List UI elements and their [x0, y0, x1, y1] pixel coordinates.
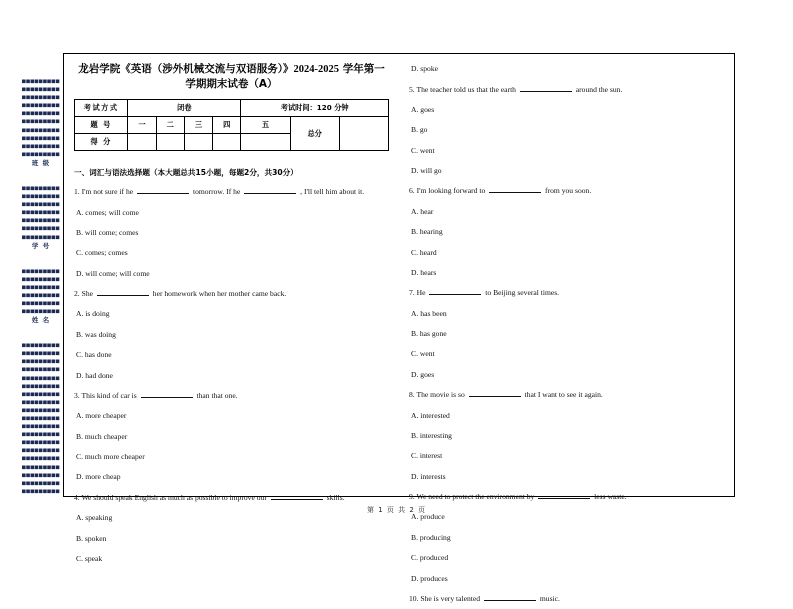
stem-text: 7. He [409, 288, 428, 298]
question-stem [74, 182, 389, 202]
stem-text: 3. This kind of car is [74, 390, 139, 400]
seal-dash-row: ■■■■■■■■■ [22, 225, 60, 233]
question-stem [74, 284, 389, 304]
exam-mode-label: 考试方式 [75, 100, 128, 117]
score-header-table [74, 99, 389, 151]
page-footer: 第 1 页 共 2 页 [366, 506, 427, 514]
question-option: C. has done [76, 350, 112, 360]
seal-dash-row: ■■■■■■■■■ [22, 455, 60, 463]
exam-mode-value: 闭卷 [128, 100, 241, 117]
seal-gap [18, 170, 64, 183]
seal-dash-row: ■■■■■■■■■ [22, 275, 60, 283]
score-label: 得 分 [75, 134, 128, 151]
seal-dash-row: ■■■■■■■■■ [22, 78, 60, 85]
question-option: C. went [411, 145, 435, 155]
score-cell-5[interactable] [241, 134, 290, 151]
seal-dash-row: ■■■■■■■■■ [22, 374, 60, 382]
question-option: B. interesting [411, 430, 452, 440]
column-right [399, 54, 734, 603]
score-cell-3[interactable] [184, 134, 212, 151]
question-option: A. produce [411, 512, 445, 522]
question-option: D. spoke [411, 64, 438, 74]
stem-text-after: around the sun. [573, 84, 623, 94]
question-option: D. produces [411, 573, 448, 583]
title-tail: 学年第一学期期末试卷（A） [185, 63, 385, 90]
answer-blank[interactable] [484, 594, 536, 601]
stem-text: 9. We need to protect the environment by [409, 492, 537, 502]
stem-text: 6. I'm looking forward to [409, 186, 488, 196]
stem-text-after: music. [537, 593, 560, 603]
score-cell-1[interactable] [128, 134, 156, 151]
seal-dash-row: ■■■■■■■■■ [22, 415, 60, 422]
question-no-label: 题 号 [75, 117, 128, 134]
question-option: A. hear [411, 206, 434, 216]
question-no-2: 二 [156, 117, 184, 134]
answer-blank[interactable] [141, 391, 193, 398]
seal-dash-row: ■■■■■■■■■ [22, 283, 60, 291]
question-option: D. more cheap [76, 472, 121, 482]
table-row-question-numbers [75, 117, 389, 134]
seal-block [18, 185, 64, 266]
stem-text-after: to Beijing several times. [483, 288, 560, 298]
seal-dash-row: ■■■■■■■■■ [22, 398, 60, 406]
question-stem [409, 79, 724, 99]
answer-blank[interactable] [137, 187, 189, 194]
question-option: C. speak [76, 553, 103, 563]
question-option: D. will go [411, 166, 442, 176]
answer-blank[interactable] [244, 187, 296, 194]
seal-dash-row: ■■■■■■■■■ [22, 201, 60, 209]
seal-label: 学 号 [31, 241, 51, 250]
seal-label: 姓 名 [31, 316, 51, 325]
question-option: B. will come; comes [76, 227, 139, 237]
question-option: B. hearing [411, 227, 443, 237]
seal-dash-row: ■■■■■■■■■ [22, 471, 60, 479]
question-option: A. interested [411, 410, 450, 420]
question-option: D. goes [411, 369, 435, 379]
total-score-cell[interactable] [339, 117, 388, 151]
stem-text-after: , I'll tell him about it. [298, 187, 365, 197]
question-option: C. interest [411, 451, 443, 461]
question-option: C. went [411, 349, 435, 359]
seal-dash-row: ■■■■■■■■■ [22, 267, 60, 275]
score-cell-2[interactable] [156, 134, 184, 151]
question-no-5: 五 [241, 117, 290, 134]
question-option: D. interests [411, 471, 446, 481]
answer-blank[interactable] [520, 85, 572, 92]
stem-text: 8. The movie is so [409, 390, 467, 400]
seal-dash-row: ■■■■■■■■■ [22, 308, 60, 316]
stem-text: 2. She [74, 289, 95, 299]
question-option: B. has gone [411, 329, 447, 339]
seal-dash-row: ■■■■■■■■■ [22, 102, 60, 110]
question-option: B. much cheaper [76, 431, 128, 441]
page-title [74, 59, 389, 99]
seal-dash-row: ■■■■■■■■■ [22, 463, 60, 471]
answer-blank[interactable] [97, 289, 149, 296]
seal-dash-row: ■■■■■■■■■ [22, 390, 60, 398]
question-option: C. produced [411, 553, 449, 563]
question-option: B. was doing [76, 329, 116, 339]
section-heading: 一、词汇与语法选择题（本大题总共15小题，每题2分，共30分） [74, 168, 298, 177]
stem-text-mid: tomorrow. If he [191, 187, 243, 197]
seal-dash-row: ■■■■■■■■■ [22, 366, 60, 374]
seal-block [18, 78, 64, 183]
seal-line-margin [18, 78, 64, 530]
score-cell-4[interactable] [213, 134, 241, 151]
seal-dash-row: ■■■■■■■■■ [22, 342, 60, 350]
question-option: A. more cheaper [76, 411, 127, 421]
stem-text: 5. The teacher told us that the earth [409, 84, 518, 94]
question-stem [409, 589, 724, 609]
seal-dash-row: ■■■■■■■■■ [22, 299, 60, 307]
stem-text-after: that I want to see it again. [522, 390, 603, 400]
question-option: C. comes; comes [76, 248, 128, 258]
seal-dash-row: ■■■■■■■■■ [22, 126, 60, 134]
question-stem [409, 385, 724, 405]
question-option: A. has been [411, 308, 447, 318]
seal-dash-row: ■■■■■■■■■ [22, 406, 60, 414]
seal-dash-row: ■■■■■■■■■ [22, 439, 60, 447]
seal-dash-row: ■■■■■■■■■ [22, 142, 60, 150]
title-year: 2024-2025 [293, 64, 340, 75]
answer-blank[interactable] [489, 186, 541, 193]
seal-dash-row: ■■■■■■■■■ [22, 209, 60, 217]
stem-text-after: than that one. [194, 390, 238, 400]
seal-dash-row: ■■■■■■■■■ [22, 350, 60, 358]
stem-text-after: from you soon. [543, 186, 592, 196]
question-no-4: 四 [213, 117, 241, 134]
question-option: D. had done [76, 370, 113, 380]
seal-dash-row: ■■■■■■■■■ [22, 382, 60, 390]
stem-text-after: skills. [324, 492, 345, 502]
question-option: C. much more cheaper [76, 452, 145, 462]
seal-dash-row: ■■■■■■■■■ [22, 479, 60, 487]
table-row-exam-mode [75, 100, 389, 117]
seal-dash-row: ■■■■■■■■■ [22, 487, 60, 495]
stem-text: 4. We should speak English as much as possible to improve our [74, 492, 269, 502]
question-stem [74, 386, 389, 406]
stem-text-after: less waste. [592, 492, 627, 502]
seal-dash-row: ■■■■■■■■■ [22, 193, 60, 201]
seal-dash-row: ■■■■■■■■■ [22, 447, 60, 455]
seal-dash-row: ■■■■■■■■■ [22, 358, 60, 366]
question-no-3: 三 [184, 117, 212, 134]
seal-block [18, 342, 64, 496]
question-option: D. will come; will come [76, 268, 150, 278]
answer-blank[interactable] [271, 493, 323, 500]
stem-text: 1. I'm not sure if he [74, 187, 136, 197]
seal-label: 班 级 [31, 158, 51, 167]
seal-gap [18, 253, 64, 266]
question-option: A. goes [411, 104, 435, 114]
spacer [74, 157, 389, 166]
question-stem [409, 181, 724, 201]
answer-blank[interactable] [469, 390, 521, 397]
question-option: B. producing [411, 532, 451, 542]
seal-dash-row: ■■■■■■■■■ [22, 291, 60, 299]
seal-dash-row: ■■■■■■■■■ [22, 233, 60, 241]
stem-text-after: her homework when her mother came back. [150, 289, 287, 299]
seal-block [18, 268, 64, 341]
total-score-label: 总分 [290, 117, 339, 151]
question-option: A. comes; will come [76, 207, 139, 217]
question-option: A. speaking [76, 513, 113, 523]
question-no-1: 一 [128, 117, 156, 134]
seal-dash-row: ■■■■■■■■■ [22, 134, 60, 142]
title-main: 龙岩学院《英语（涉外机械交流与双语服务）》 [78, 63, 294, 75]
stem-text: 10. She is very talented [409, 593, 482, 603]
seal-dash-row: ■■■■■■■■■ [22, 94, 60, 102]
question-stem [409, 283, 724, 303]
question-list-right [409, 59, 724, 609]
seal-dash-row: ■■■■■■■■■ [22, 110, 60, 118]
question-option: A. is doing [76, 309, 110, 319]
seal-dash-row: ■■■■■■■■■ [22, 431, 60, 439]
seal-dash-row: ■■■■■■■■■ [22, 423, 60, 431]
answer-blank[interactable] [429, 288, 481, 295]
question-option: B. go [411, 125, 428, 135]
seal-gap [18, 327, 64, 340]
seal-dash-row: ■■■■■■■■■ [22, 150, 60, 158]
seal-dash-row: ■■■■■■■■■ [22, 86, 60, 94]
question-option: D. hears [411, 267, 437, 277]
exam-time-value: 考试时间：120 分钟 [241, 100, 389, 117]
seal-dash-row: ■■■■■■■■■ [22, 118, 60, 126]
seal-dash-row: ■■■■■■■■■ [22, 217, 60, 225]
question-option: B. spoken [76, 533, 107, 543]
question-option: C. heard [411, 247, 437, 257]
answer-blank[interactable] [538, 492, 590, 499]
seal-dash-row: ■■■■■■■■■ [22, 184, 60, 192]
